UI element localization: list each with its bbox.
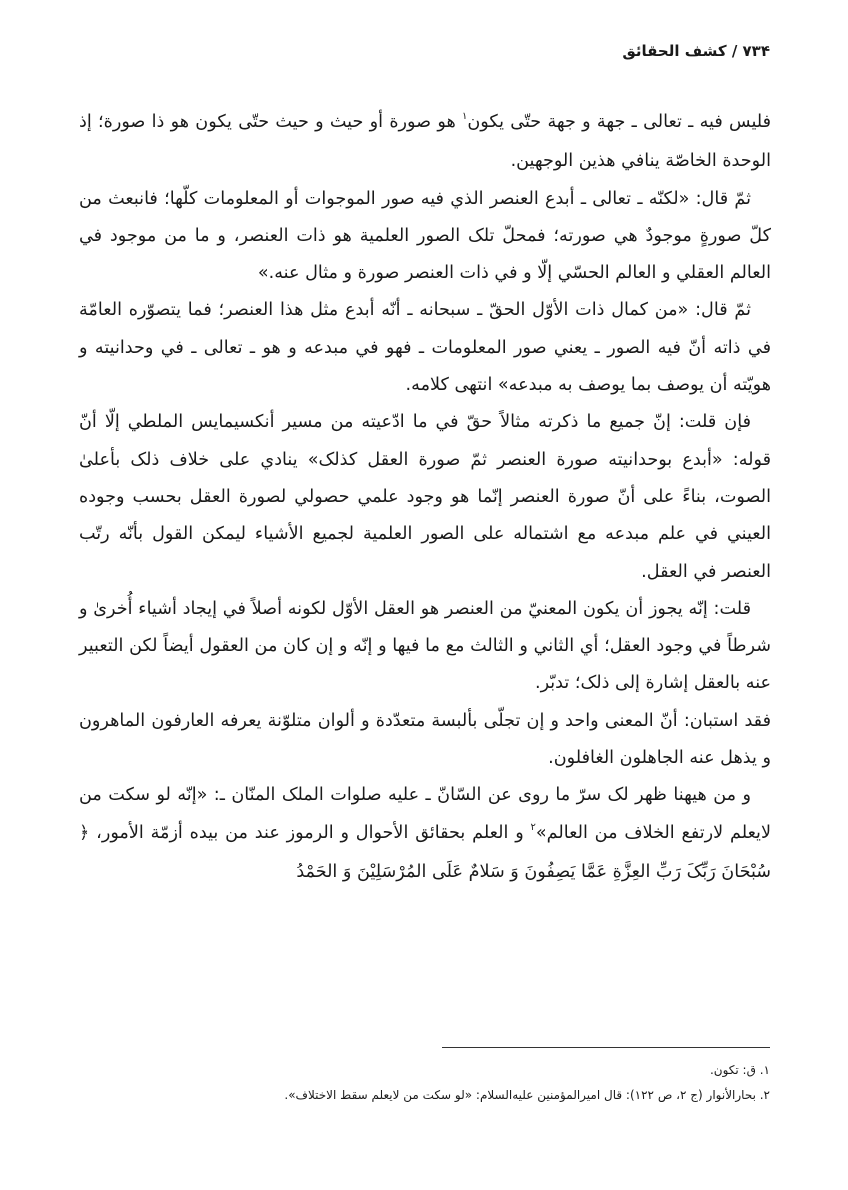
- footnote-marker[interactable]: ۲: [530, 821, 536, 833]
- page-number: ۷۳۴: [742, 42, 770, 60]
- paragraph: فقد استبان: أنّ المعنى واحد و إن تجلّى بألبسة متعدّدة و ألوان متلوّنة يعرفه العارفون الماهرون و يذهل عنه الجاهلون الغافلون.: [79, 710, 771, 769]
- paragraph: ثمّ قال: «لكنّه ـ تعالى ـ أبدع العنصر الذي فيه صور الموجوات أو المعلومات كلّها؛ فانبعث من كلّ صورةٍ موجودٌ هي صورته؛ فمحلّ تلک الصور العلمية هو ذات العنصر، و ما من موجود في العالم العقلي و العالم الحسّي إلّا و في ذات العنصر صورة و مثال عنه.»: [79, 188, 771, 284]
- book-title: کشف الحقائق: [622, 42, 727, 60]
- footnote: ۲. بحارالأنوار (ج ۲، ص ۱۲۲): قال اميرالمؤمنين عليه‌السلام: «لو سكت من لايعلم سقط الاختلاف».: [284, 1088, 770, 1102]
- running-header: [622, 42, 770, 60]
- footnote-marker[interactable]: ۱: [462, 111, 468, 122]
- paragraph: فليس فيه ـ تعالى ـ جهة و جهة حتّى يكون$^۱$ هو صورة أو حيث و حيث حتّى يكون هو ذا صورة؛ إذ الوحدة الخاصّة ينافي هذين الوجهين.: [79, 111, 772, 172]
- header-separator: /: [731, 42, 738, 60]
- paragraph: قلت: إنّه يجوز أن يكون المعنيّ من العنصر هو العقل الأوّل لكونه أصلاً في إيجاد أشياء أُخرىٰ و شرطاً في وجود العقل؛ أي الثاني و الثالث مع ما فيها و إنّه و إن كان من العقول أيضاً لكن التعبير عنه بالعقل إشارة إلى ذلک؛ تدبّر.: [79, 598, 771, 694]
- footnotes: [78, 1058, 770, 1108]
- paragraph: فإن قلت: إنّ جميع ما ذكرته مثالاً حقّ في ما ادّعيته من مسير أنكسيمايس الملطي إلّا أنّ قوله: «أبدع بوحدانيته صورة العنصر ثمّ صورة العقل كذلک» ينادي على خلاف ذلک بأعلىٰ الصوت، بناءً على أنّ صورة العنصر إنّما هو وجود علمي حصولي لصورة العقل بحسب وجوده العيني في علم مبدعه مع اشتماله على الصور العلمية لجميع الأشياء ليمكن القول بأنّه رتّب العنصر في العقل.: [79, 412, 771, 582]
- paragraph: ثمّ قال: «من كمال ذات الأوّل الحقّ ـ سبحانه ـ أنّه أبدع مثل هذا العنصر؛ فما يتصوّره العامّة في ذاته أنّ فيه الصور ـ يعني صور المعلومات ـ فهو في مبدعه و هو ـ تعالى ـ في وحدانيته و هويّته أن يوصف بما يوصف به مبدعه» انتهى كلامه.: [79, 300, 771, 396]
- main-text: [79, 104, 771, 891]
- paragraph: و من هيهنا ظهر لک سرّ ما روى عن السّانّ ـ عليه صلوات الملک المنّان ـ: «إنّه لو سكت من لايعلم لارتفع الخلاف من العالم»$^۲$ و العلم بحقائق الأحوال و الرموز عند من بيده أزمّة الأمور، ﴿ سُبْحَانَ رَبِّکَ رَبِّ العِزَّةِ عَمَّا يَصِفُونَ وَ سَلامٌ عَلَى المُرْسَلِيْنَ وَ الحَمْدُ: [79, 785, 771, 882]
- footnote: ۱. ق: تكون.: [709, 1063, 770, 1077]
- footnote-divider: [442, 1047, 770, 1048]
